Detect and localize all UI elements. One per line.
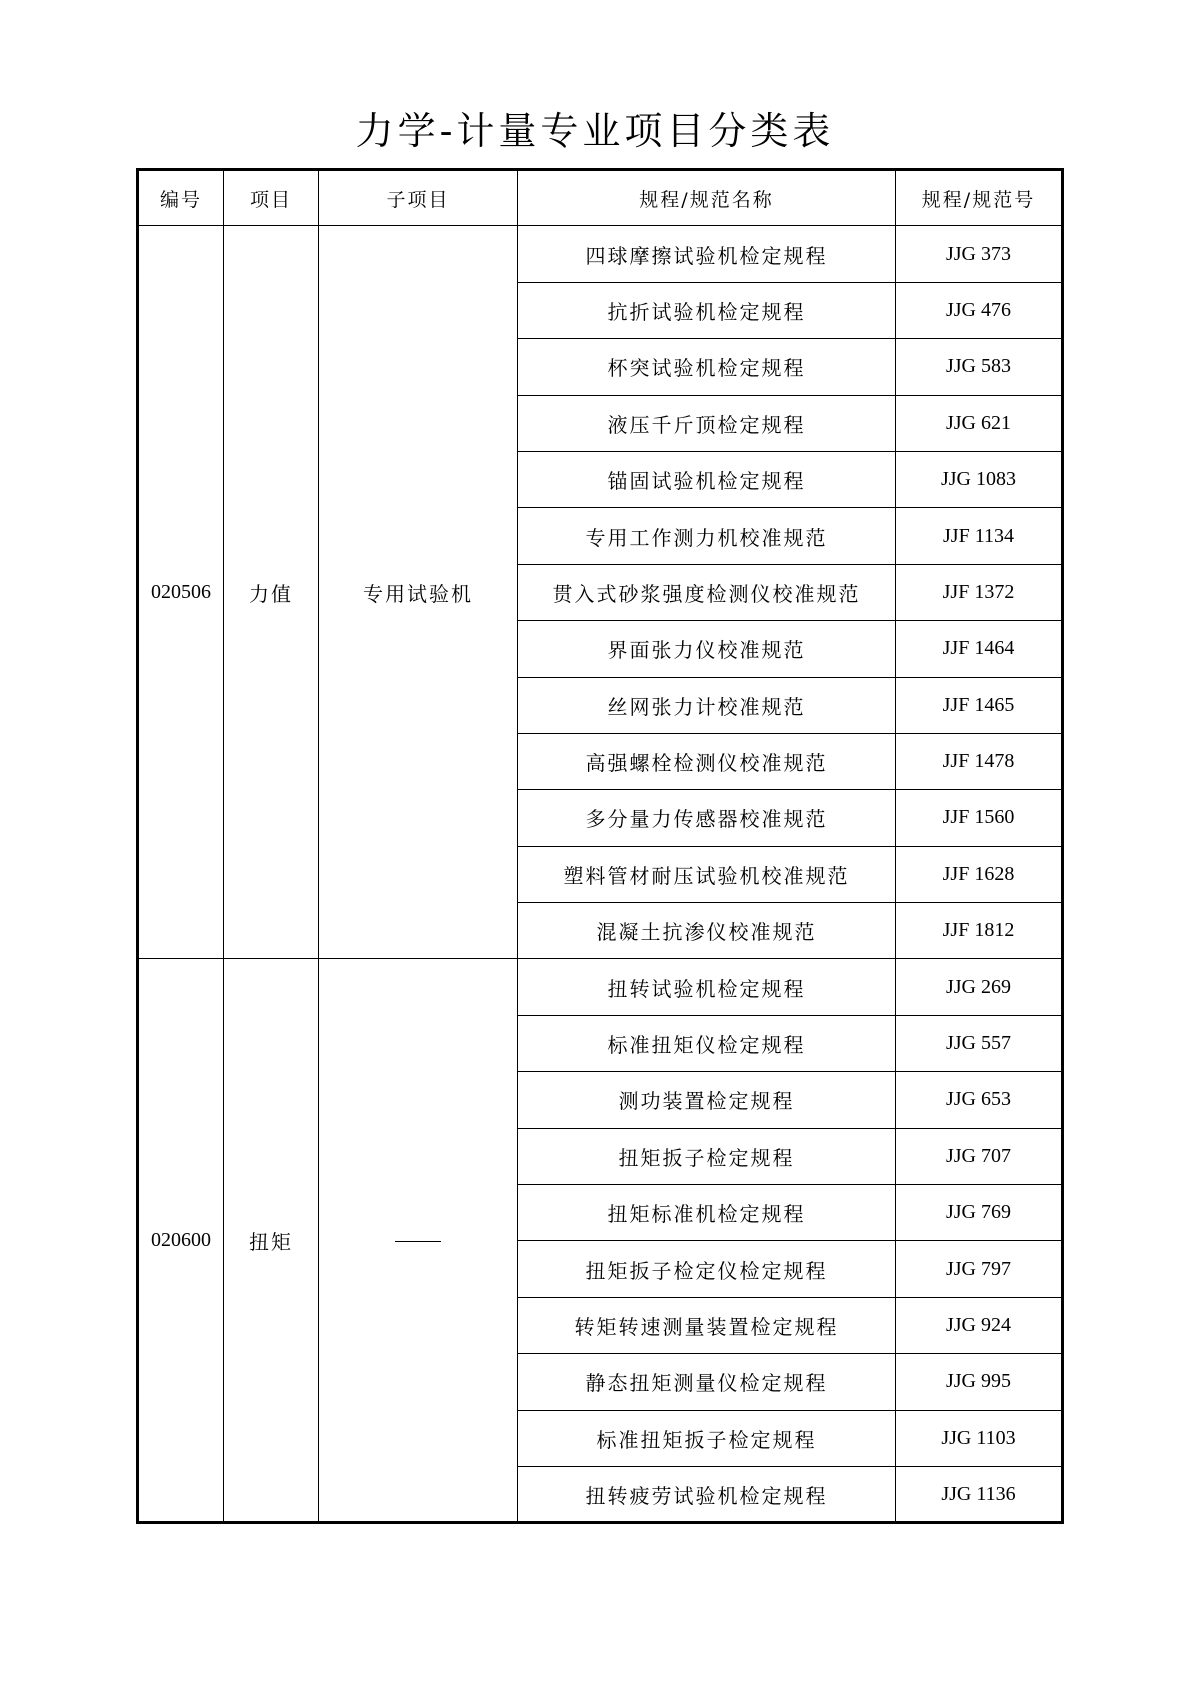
table-row: [138, 226, 1063, 282]
spec-name: 专用工作测力机校准规范: [518, 508, 896, 564]
header-number: 规程/规范号: [896, 170, 1063, 226]
spec-number: JJF 1812: [896, 903, 1063, 959]
spec-number: JJG 769: [896, 1185, 1063, 1241]
header-row: [138, 170, 1063, 226]
spec-number: JJF 1560: [896, 790, 1063, 846]
spec-number: JJG 1083: [896, 451, 1063, 507]
spec-name: 杯突试验机检定规程: [518, 339, 896, 395]
spec-name: 标准扭矩仪检定规程: [518, 1015, 896, 1071]
spec-number: JJG 1103: [896, 1410, 1063, 1466]
spec-name: 扭矩扳子检定规程: [518, 1128, 896, 1184]
spec-name: 贯入式砂浆强度检测仪校准规范: [518, 564, 896, 620]
spec-name: 静态扭矩测量仪检定规程: [518, 1354, 896, 1410]
spec-name: 混凝土抗渗仪校准规范: [518, 903, 896, 959]
spec-name: 液压千斤顶检定规程: [518, 395, 896, 451]
table-row: [138, 959, 1063, 1015]
spec-number: JJG 1136: [896, 1466, 1063, 1522]
header-name: 规程/规范名称: [518, 170, 896, 226]
spec-number: JJG 476: [896, 282, 1063, 338]
spec-number: JJG 924: [896, 1297, 1063, 1353]
spec-number: JJF 1478: [896, 733, 1063, 789]
spec-number: JJG 653: [896, 1072, 1063, 1128]
spec-name: 测功装置检定规程: [518, 1072, 896, 1128]
spec-name: 转矩转速测量装置检定规程: [518, 1297, 896, 1353]
spec-number: JJF 1464: [896, 621, 1063, 677]
group-item: 扭矩: [224, 959, 319, 1523]
spec-name: 扭矩标准机检定规程: [518, 1185, 896, 1241]
spec-name: 扭转疲劳试验机检定规程: [518, 1466, 896, 1522]
header-code: 编号: [138, 170, 224, 226]
spec-name: 多分量力传感器校准规范: [518, 790, 896, 846]
spec-name: 塑料管材耐压试验机校准规范: [518, 846, 896, 902]
group-subitem: 专用试验机: [319, 226, 518, 959]
spec-name: 扭矩扳子检定仪检定规程: [518, 1241, 896, 1297]
spec-name: 高强螺栓检测仪校准规范: [518, 733, 896, 789]
spec-number: JJG 621: [896, 395, 1063, 451]
page-title: 力学-计量专业项目分类表: [355, 109, 835, 153]
group-item: 力值: [224, 226, 319, 959]
spec-number: JJG 707: [896, 1128, 1063, 1184]
spec-name: 锚固试验机检定规程: [518, 451, 896, 507]
spec-number: JJF 1465: [896, 677, 1063, 733]
empty-dash: [395, 1241, 441, 1242]
spec-number: JJG 269: [896, 959, 1063, 1015]
spec-number: JJF 1134: [896, 508, 1063, 564]
spec-number: JJG 373: [896, 226, 1063, 282]
spec-number: JJG 583: [896, 339, 1063, 395]
spec-name: 界面张力仪校准规范: [518, 621, 896, 677]
spec-number: JJG 797: [896, 1241, 1063, 1297]
spec-number: JJG 995: [896, 1354, 1063, 1410]
spec-number: JJF 1628: [896, 846, 1063, 902]
spec-name: 扭转试验机检定规程: [518, 959, 896, 1015]
group-code: 020506: [138, 226, 224, 959]
header-subitem: 子项目: [319, 170, 518, 226]
table-body: [138, 226, 1063, 1523]
group-code: 020600: [138, 959, 224, 1523]
header-item: 项目: [224, 170, 319, 226]
spec-name: 四球摩擦试验机检定规程: [518, 226, 896, 282]
spec-name: 标准扭矩扳子检定规程: [518, 1410, 896, 1466]
spec-name: 抗折试验机检定规程: [518, 282, 896, 338]
spec-name: 丝网张力计校准规范: [518, 677, 896, 733]
classification-table: [136, 168, 1064, 1524]
spec-number: JJF 1372: [896, 564, 1063, 620]
group-subitem-empty: [319, 959, 518, 1523]
spec-number: JJG 557: [896, 1015, 1063, 1071]
